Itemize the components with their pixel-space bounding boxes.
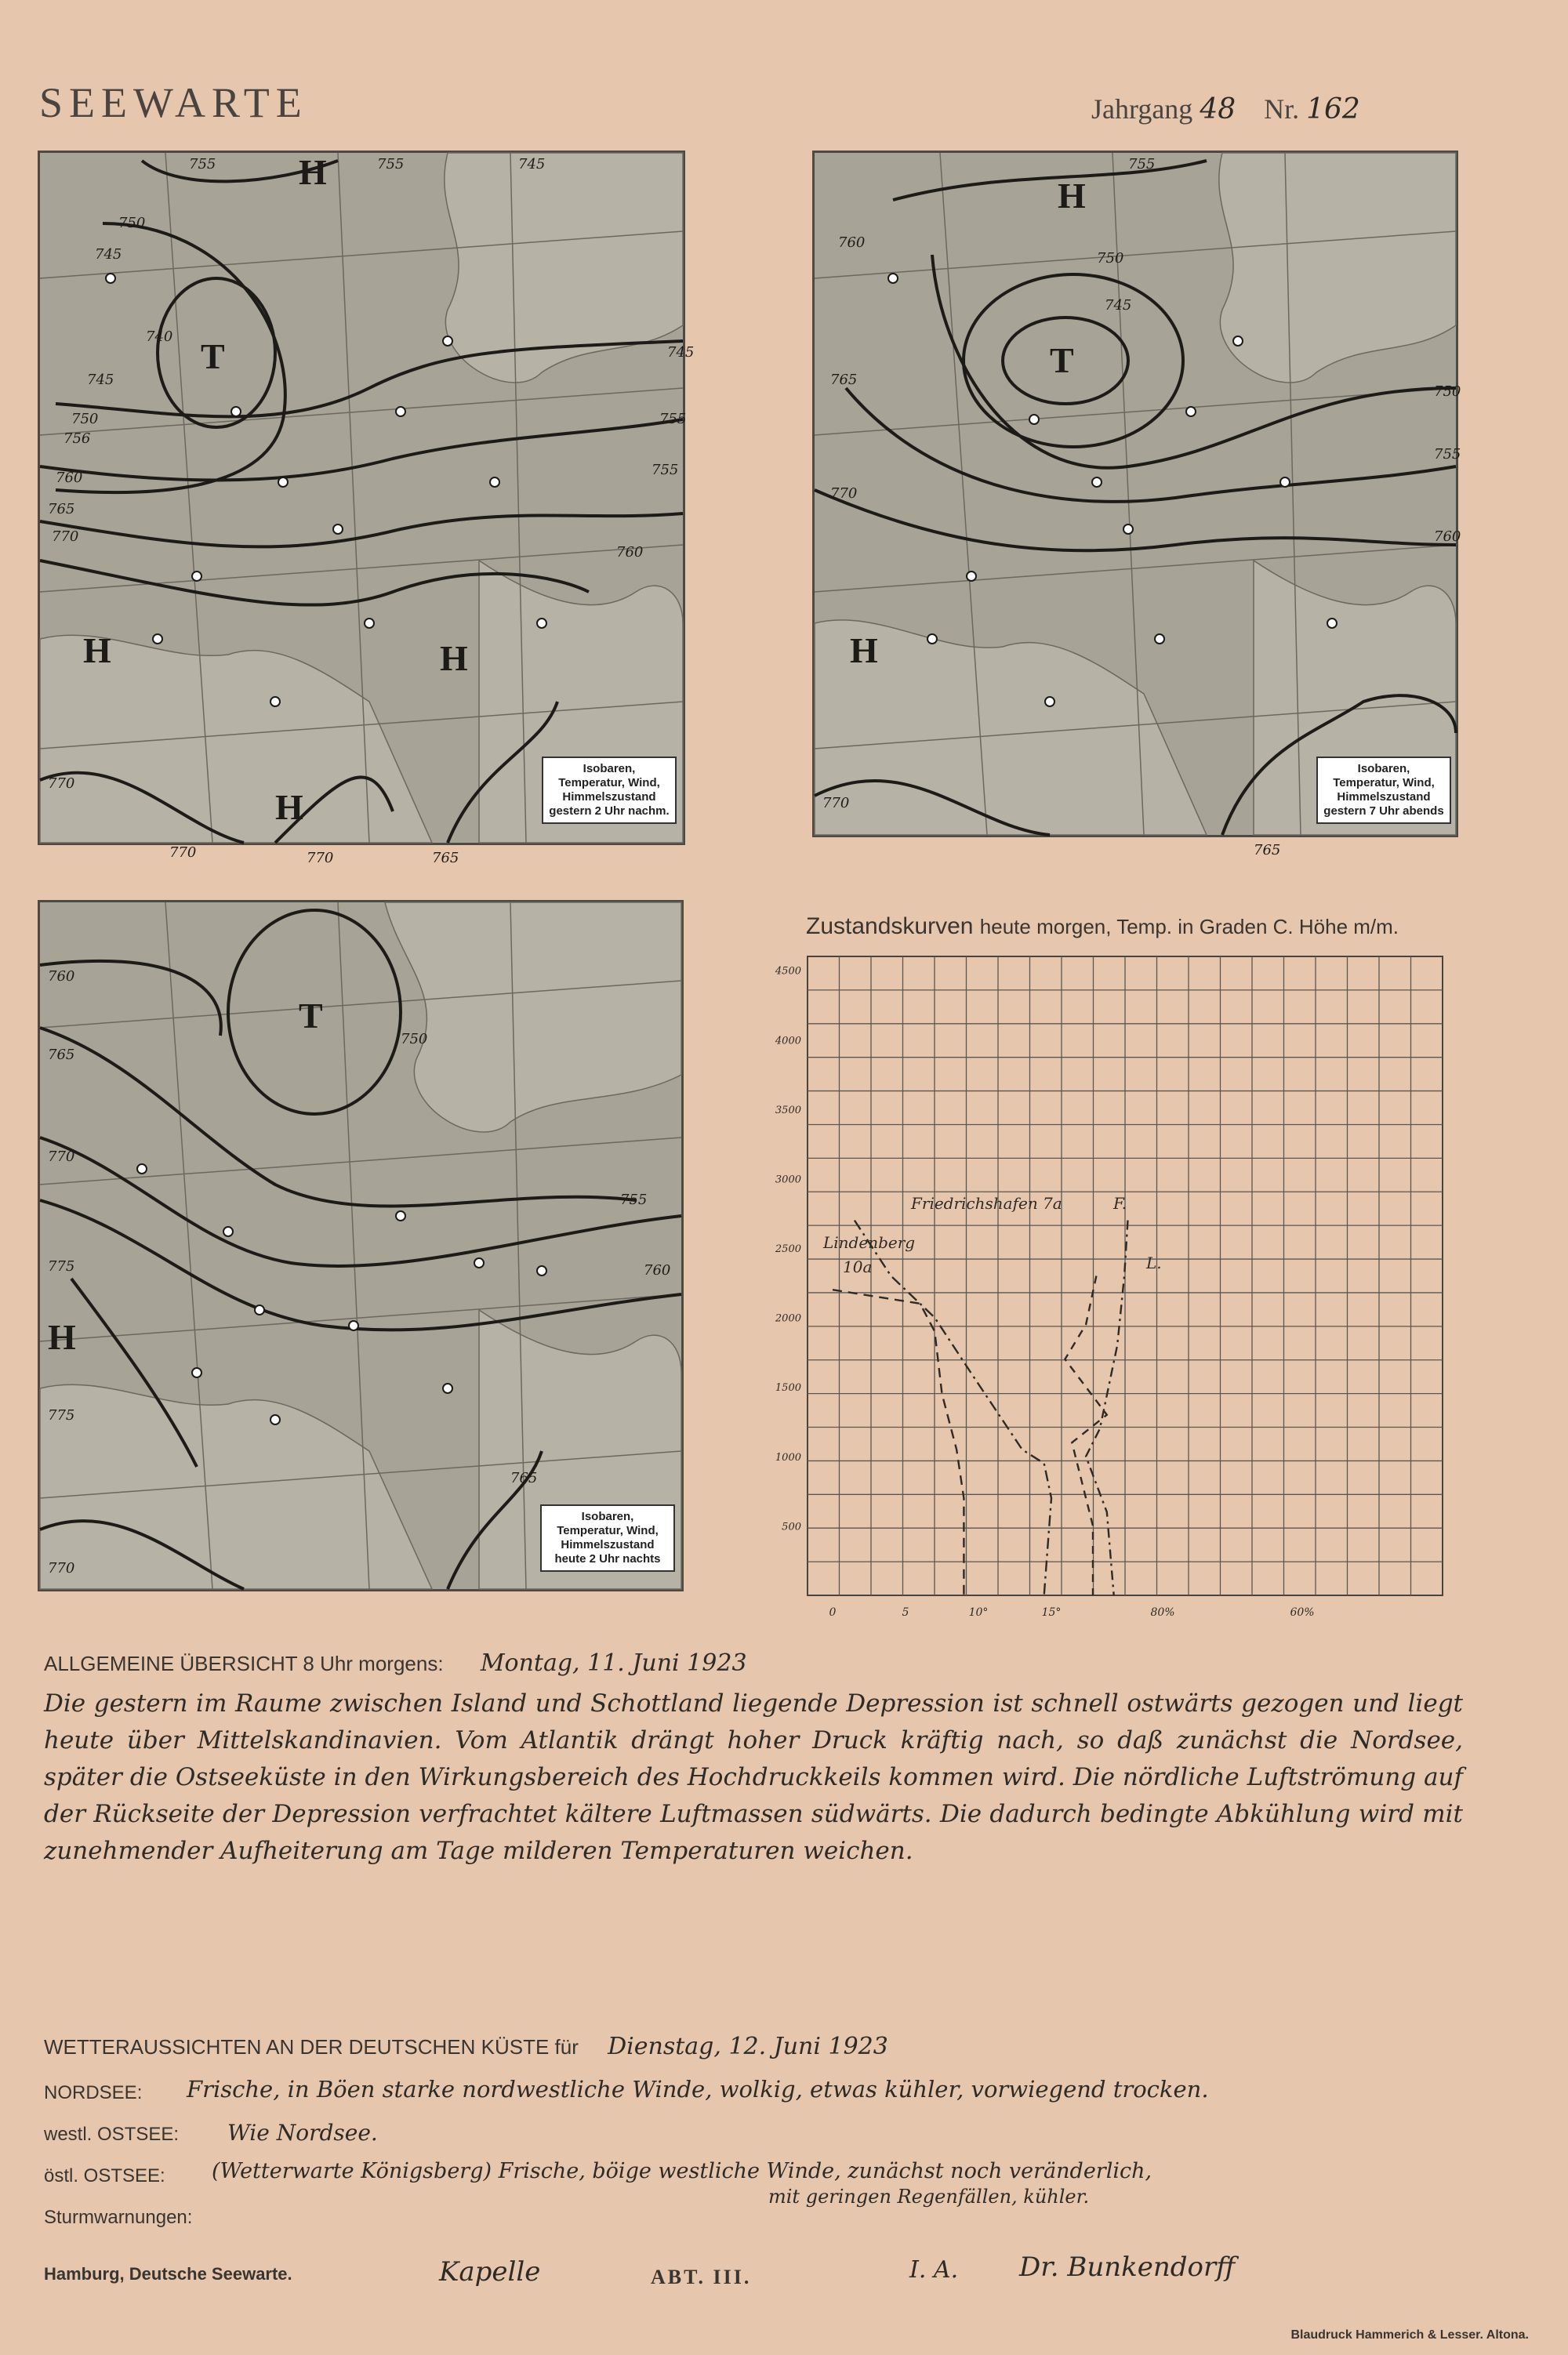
weather-map-3 xyxy=(38,900,684,1591)
map-1-high-north: H xyxy=(299,152,327,192)
map-2-isobar-label: 760 xyxy=(838,234,866,251)
map-1-isobar-label: 750 xyxy=(71,411,99,427)
map-1-high-southwest: H xyxy=(275,787,303,827)
forecast-for-label: für xyxy=(554,2035,579,2059)
map-1-high-south: H xyxy=(440,638,468,678)
map-2-caption xyxy=(1316,757,1451,824)
y-tick-label: 3000 xyxy=(775,1174,801,1186)
map-3-isobar-label: 775 xyxy=(48,1407,75,1424)
map-1-isobar-label: 770 xyxy=(48,775,75,792)
label-f: F. xyxy=(1113,1194,1127,1213)
map-2-caption-line: Temperatur, Wind, xyxy=(1333,776,1435,789)
map-1-isobar-label: 770 xyxy=(52,528,79,545)
map-1-isobar-label: 755 xyxy=(377,156,405,172)
map-3-drawing xyxy=(40,902,681,1589)
map-1-caption-line: Isobaren, xyxy=(583,762,636,775)
map-2-isobar-label: 755 xyxy=(1434,446,1461,463)
map-1-isobar-label: 745 xyxy=(667,344,695,361)
overview-text: Die gestern im Raume zwischen Island und Schottland liegende Depression ist schnell ostwärts gezogen und liegt heute über Mittelskandinavien. Vom Atlantik drängt hoher Druck kräftig nach, so daß zunächst die Nordsee, später die Ostseeküste in den Wirkungsbereich des Hochdruckkeils kommen wird. Die nördliche Luftströmung auf der Rückseite der Depression verfrachtet kältere Luftmassen südwärts. Die dadurch bedingte Abkühlung wird mit zunehmender Aufheiterung am Tage milderen Temperaturen weichen. xyxy=(44,1689,1463,1865)
map-3-caption-line: Isobaren, xyxy=(581,1510,634,1523)
map-2-isobar-label: 765 xyxy=(830,372,858,388)
map-3-isobar-label: 755 xyxy=(620,1192,648,1208)
y-tick-label: 1500 xyxy=(775,1382,801,1395)
map-1-isobar-label: 745 xyxy=(95,246,122,263)
map-3-isobar-label: 770 xyxy=(48,1560,75,1577)
label-friedrichshafen: Friedrichshafen 7a xyxy=(911,1194,1062,1213)
masthead-title: SEEWARTE xyxy=(39,79,308,126)
y-tick-label: 3500 xyxy=(775,1104,801,1116)
map-3-isobar-label: 760 xyxy=(48,968,75,985)
forecast-label-west-ostsee: westl. OSTSEE: xyxy=(44,2124,180,2145)
map-1-isobar-label: 765 xyxy=(48,501,75,517)
map-1-drawing xyxy=(40,152,695,866)
map-1-caption-line: Temperatur, Wind, xyxy=(558,776,660,789)
series-line xyxy=(833,1290,964,1595)
map-1-isobar-label: 770 xyxy=(307,850,334,866)
map-2-isobar-label: 770 xyxy=(822,795,850,811)
map-3-isobar-label: 765 xyxy=(510,1470,538,1486)
x-tick-label: 15° xyxy=(1041,1606,1062,1619)
footer-place: Hamburg, Deutsche Seewarte. xyxy=(44,2264,292,2284)
signature-left: Kapelle xyxy=(439,2256,541,2288)
map-1-isobar-label: 760 xyxy=(56,470,83,486)
forecast-value-west-ostsee: Wie Nordsee. xyxy=(227,2120,378,2146)
forecast-label-ost-ostsee: östl. OSTSEE: xyxy=(44,2165,165,2186)
volume-label: Jahrgang xyxy=(1091,93,1193,125)
forecast-label-nordsee: NORDSEE: xyxy=(44,2082,143,2103)
map-2-isobar-label: 765 xyxy=(1254,842,1281,858)
overview-heading-label: ALLGEMEINE ÜBERSICHT 8 Uhr morgens: xyxy=(44,1652,444,1675)
y-tick-label: 1000 xyxy=(775,1451,801,1464)
x-tick-label: 10° xyxy=(968,1606,989,1619)
state-curves-chart xyxy=(753,941,1474,1631)
series-line xyxy=(855,1221,1051,1595)
series-line xyxy=(1065,1276,1106,1596)
chart-title xyxy=(806,913,1399,940)
weather-map-1 xyxy=(38,151,695,866)
y-tick-label: 4000 xyxy=(775,1035,801,1047)
map-3-isobar-label: 765 xyxy=(48,1047,75,1063)
map-2-isobar-label: 755 xyxy=(1128,156,1156,172)
x-tick-label: 0 xyxy=(829,1606,837,1619)
map-2-isobar-label: 760 xyxy=(1434,528,1461,545)
map-1-isobar-label: 755 xyxy=(659,411,687,427)
map-3-low: T xyxy=(299,996,323,1036)
map-1-isobar-label: 750 xyxy=(118,215,146,231)
overview-heading xyxy=(44,1649,747,1677)
map-1-low: T xyxy=(201,336,225,376)
map-3-isobar-label: 775 xyxy=(48,1258,75,1275)
chart-title-main: Zustandskurven xyxy=(806,913,974,939)
chart-grid xyxy=(808,956,1443,1595)
map-2-isobar-label: 750 xyxy=(1097,250,1124,267)
map-2-low: T xyxy=(1050,340,1074,380)
issue-number: 162 xyxy=(1306,93,1360,125)
y-tick-label: 4500 xyxy=(775,965,801,978)
map-3-caption-line: Himmelszustand xyxy=(561,1538,655,1551)
department-label: ABT. III. xyxy=(651,2266,752,2288)
map-2-caption-line: Isobaren, xyxy=(1357,762,1410,775)
x-tick-label: 5 xyxy=(902,1606,909,1619)
overview-date: Montag, 11. Juni 1923 xyxy=(480,1649,747,1677)
number-label: Nr. xyxy=(1264,93,1300,125)
y-tick-label: 500 xyxy=(782,1521,801,1533)
map-2-isobar-label: 745 xyxy=(1105,297,1132,314)
map-3-isobar-label: 750 xyxy=(401,1031,428,1047)
map-1-isobar-label: 770 xyxy=(169,844,197,861)
weather-map-2 xyxy=(812,151,1461,858)
map-1-high-west: H xyxy=(83,630,111,670)
map-1-isobar-label: 740 xyxy=(146,328,173,345)
forecast-label-sturmwarnungen: Sturmwarnungen: xyxy=(44,2207,193,2228)
map-2-isobar-label: 750 xyxy=(1434,383,1461,400)
map-3-caption-line: heute 2 Uhr nachts xyxy=(554,1552,661,1566)
forecast-heading-label: WETTERAUSSICHTEN AN DER DEUTSCHEN KÜSTE xyxy=(44,2035,550,2059)
map-2-high-west: H xyxy=(850,630,878,670)
chart-series xyxy=(833,1221,1128,1595)
y-tick-label: 2500 xyxy=(775,1243,801,1256)
map-3-isobar-label: 770 xyxy=(48,1148,75,1165)
map-1-isobar-label: 745 xyxy=(87,372,114,388)
map-1-caption xyxy=(542,757,677,824)
map-3-caption-line: Temperatur, Wind, xyxy=(557,1524,659,1537)
issue-info xyxy=(1091,93,1360,125)
map-1-isobar-label: 755 xyxy=(652,462,679,478)
map-3-isobar-label: 760 xyxy=(644,1262,671,1279)
map-3-high: H xyxy=(48,1317,76,1357)
printer-imprint: Blaudruck Hammerich & Lesser. Altona. xyxy=(1290,2328,1529,2342)
signature-prefix: I. A. xyxy=(909,2256,959,2284)
label-lindenberg: Lindenberg xyxy=(823,1233,916,1252)
label-l: L. xyxy=(1146,1254,1162,1272)
map-2-caption-line: gestern 7 Uhr abends xyxy=(1323,804,1444,818)
map-1-caption-line: gestern 2 Uhr nachm. xyxy=(549,804,670,818)
map-1-isobar-label: 745 xyxy=(518,156,546,172)
forecast-value-nordsee: Frische, in Böen starke nordwestliche Winde, wolkig, etwas kühler, vorwiegend trocken. xyxy=(187,2076,1209,2103)
map-2-drawing xyxy=(815,153,1461,858)
map-2-caption-line: Himmelszustand xyxy=(1337,790,1431,804)
forecast-heading xyxy=(44,2033,888,2060)
map-2-isobar-label: 770 xyxy=(830,485,858,502)
signature-right: Dr. Bunkendorff xyxy=(1019,2252,1236,2283)
y-tick-label: 2000 xyxy=(775,1312,801,1325)
map-3-caption xyxy=(540,1504,675,1572)
forecast-value-ost-ostsee-cont: mit geringen Regenfällen, kühler. xyxy=(768,2186,1090,2208)
forecast-value-ost-ostsee: (Wetterwarte Königsberg) Frische, böige westliche Winde, zunächst noch veränderlich, xyxy=(212,2159,1152,2183)
label-10a: 10a xyxy=(843,1257,873,1276)
map-2-high-north: H xyxy=(1058,176,1086,216)
volume-number: 48 xyxy=(1200,93,1236,125)
map-1-isobar-label: 755 xyxy=(189,156,216,172)
map-1-isobar-label: 756 xyxy=(64,430,91,447)
chart-subtitle: heute morgen, Temp. in Graden C. Höhe m/m. xyxy=(979,915,1399,938)
map-1-isobar-label: 765 xyxy=(432,850,459,866)
x-tick-label: 80% xyxy=(1150,1606,1175,1619)
forecast-date: Dienstag, 12. Juni 1923 xyxy=(608,2033,888,2060)
map-1-isobar-label: 760 xyxy=(616,544,644,561)
map-1-caption-line: Himmelszustand xyxy=(562,790,656,804)
x-tick-label: 60% xyxy=(1290,1606,1315,1619)
